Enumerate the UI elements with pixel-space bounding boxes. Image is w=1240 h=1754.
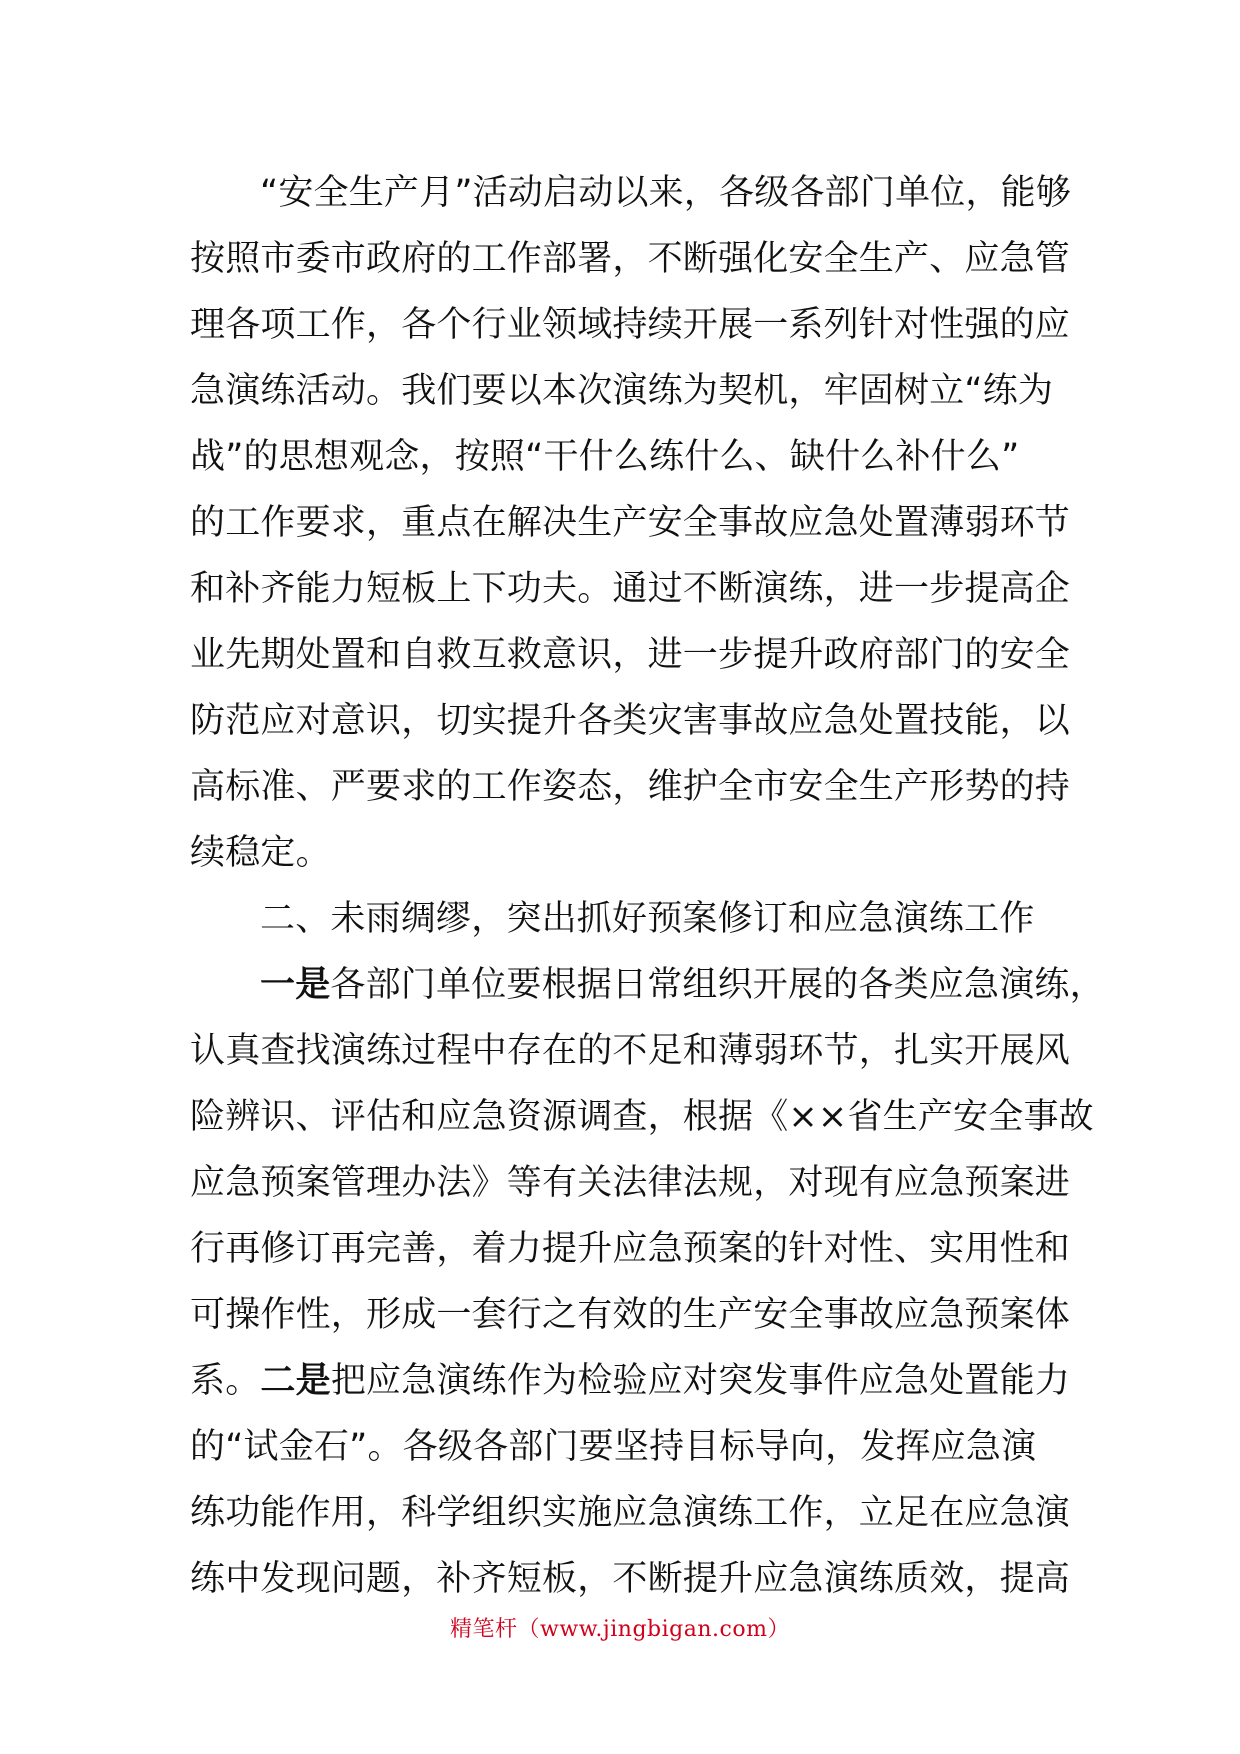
line-text: 理各项工作，各个行业领域持续开展一系列针对性强的应: [190, 305, 1071, 345]
line-text: 可操作性，形成一套行之有效的生产安全事故应急预案体: [190, 1295, 1071, 1335]
text-line: [190, 1084, 1094, 1150]
bold-lead: 二是: [260, 1361, 331, 1401]
line-text: 业先期处置和自救互救意识，进一步提升政府部门的安全: [190, 635, 1071, 675]
text-line: [190, 688, 1071, 754]
text-line: [190, 160, 1072, 226]
text-line: [190, 292, 1071, 358]
text-line: [190, 490, 1071, 556]
line-text: 按照市委市政府的工作部署，不断强化安全生产、应急管: [190, 239, 1071, 279]
text-line: [190, 820, 1065, 886]
text-line: [190, 1546, 1071, 1612]
text-line: [190, 1348, 1071, 1414]
text-line: [190, 622, 1071, 688]
line-text: 行再修订再完善，着力提升应急预案的针对性、实用性和: [190, 1229, 1071, 1269]
line-text: 战”的思想观念，按照“干什么练什么、缺什么补什么”: [190, 437, 1020, 477]
text-line: [190, 1216, 1071, 1282]
line-text: 应急预案管理办法》等有关法律法规，对现有应急预案进: [190, 1163, 1071, 1203]
footer-watermark: 精笔杆（www.jingbigan.com）: [450, 1617, 790, 1642]
line-text: 续稳定。: [190, 833, 331, 873]
line-text: 的“试金石”。各级各部门要坚持目标导向，发挥应急演: [190, 1427, 1037, 1467]
line-text: 练功能作用，科学组织实施应急演练工作，立足在应急演: [190, 1493, 1071, 1533]
text-line: [190, 226, 1071, 292]
line-text: 险辨识、评估和应急资源调查，根据《××省生产安全事故: [190, 1097, 1094, 1137]
text-line: [190, 952, 1105, 1018]
text-line: [190, 1018, 1071, 1084]
text-line: [190, 556, 1071, 622]
line-text: 把应急演练作为检验应对突发事件应急处置能力: [330, 1361, 1071, 1401]
text-line: [190, 1150, 1071, 1216]
line-text: 防范应对意识，切实提升各类灾害事故应急处置技能，以: [190, 701, 1071, 741]
text-line: [190, 358, 1065, 424]
line-text: 和补齐能力短板上下功夫。通过不断演练，进一步提高企: [190, 569, 1071, 609]
document-body: [190, 160, 1105, 1612]
line-text: 的工作要求，重点在解决生产安全事故应急处置薄弱环节: [190, 503, 1071, 543]
text-line: [190, 1282, 1071, 1348]
section-heading: [190, 886, 1065, 952]
line-text: 急演练活动。我们要以本次演练为契机，牢固树立“练为: [190, 371, 1054, 411]
line-prefix: 系。: [190, 1361, 261, 1401]
bold-lead: 一是: [260, 965, 331, 1005]
text-line: [190, 424, 1065, 490]
line-text: 各部门单位要根据日常组织开展的各类应急演练，: [330, 965, 1105, 1005]
line-text: 高标准、严要求的工作姿态，维护全市安全生产形势的持: [190, 767, 1071, 807]
text-line: [190, 754, 1071, 820]
text-line: [190, 1414, 1065, 1480]
line-text: 认真查找演练过程中存在的不足和薄弱环节，扎实开展风: [190, 1031, 1071, 1071]
heading-text: 二、未雨绸缪，突出抓好预案修订和应急演练工作: [260, 899, 1035, 939]
text-line: [190, 1480, 1071, 1546]
line-text: “安全生产月”活动启动以来，各级各部门单位，能够: [260, 173, 1072, 213]
line-text: 练中发现问题，补齐短板，不断提升应急演练质效，提高: [190, 1559, 1071, 1599]
